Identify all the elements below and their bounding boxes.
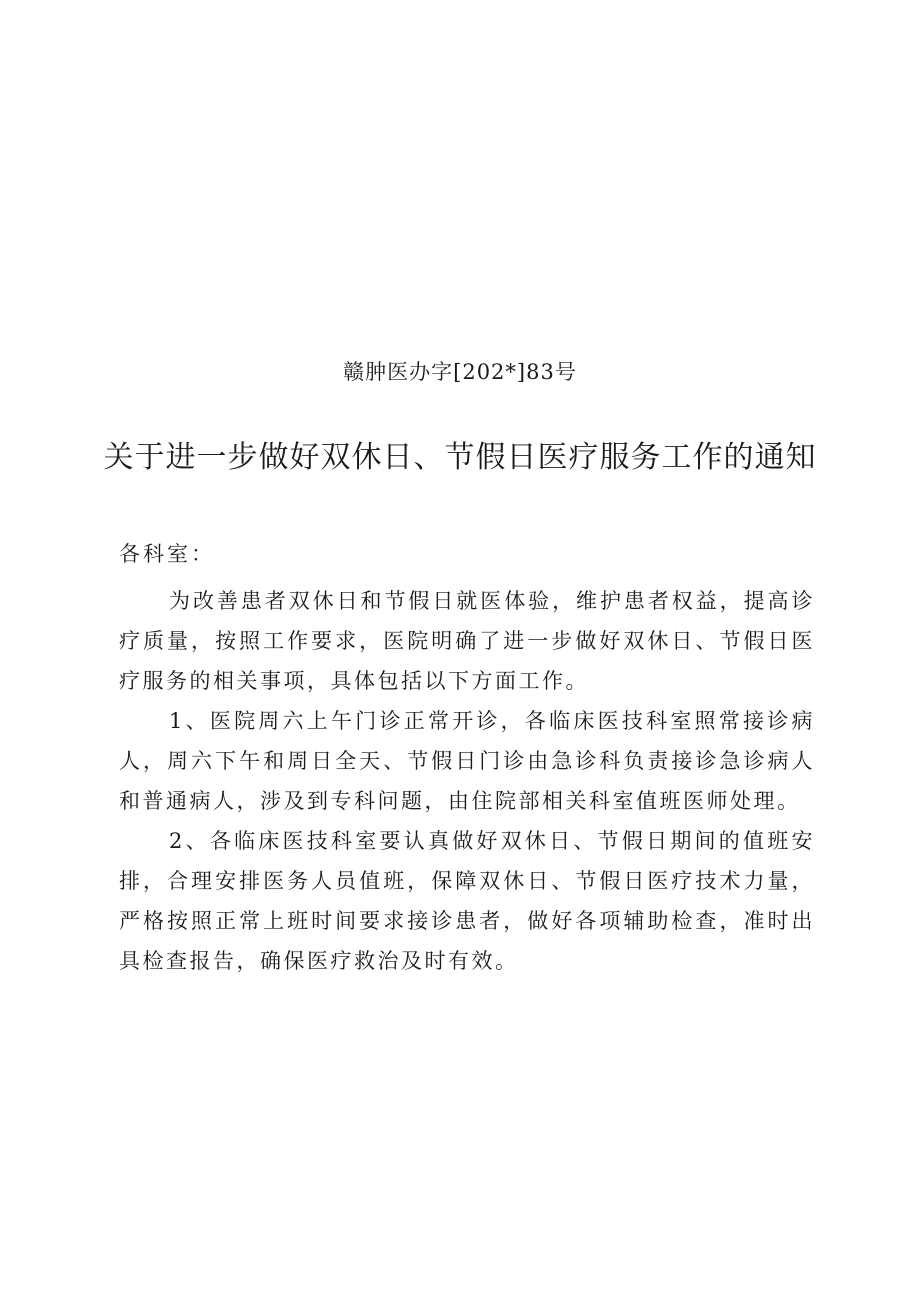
document-number: 赣肿医办字[202*]83号 <box>343 360 577 384</box>
paragraph-item-2: 2、各临床医技科室要认真做好双休日、节假日期间的值班安排，合理安排医务人员值班，保障双休日、节假日医疗技术力量，严格按照正常上班时间要求接诊患者，做好各项辅助检查，准时出具检查报告，确保医疗救治及时有效。 <box>119 829 815 973</box>
paragraph-item-1: 1、医院周六上午门诊正常开诊，各临床医技科室照常接诊病人，周六下午和周日全天、节假日门诊由急诊科负责接诊急诊病人和普通病人，涉及到专科问题，由住院部相关科室值班医师处理。 <box>119 709 815 813</box>
document-title: 关于进一步做好双休日、节假日医疗服务工作的通知 <box>103 440 817 475</box>
document-body <box>119 581 815 981</box>
paragraph-intro: 为改善患者双休日和节假日就医体验，维护患者权益，提高诊疗质量，按照工作要求，医院明确了进一步做好双休日、节假日医疗服务的相关事项，具体包括以下方面工作。 <box>119 589 815 693</box>
salutation: 各科室： <box>119 542 215 566</box>
